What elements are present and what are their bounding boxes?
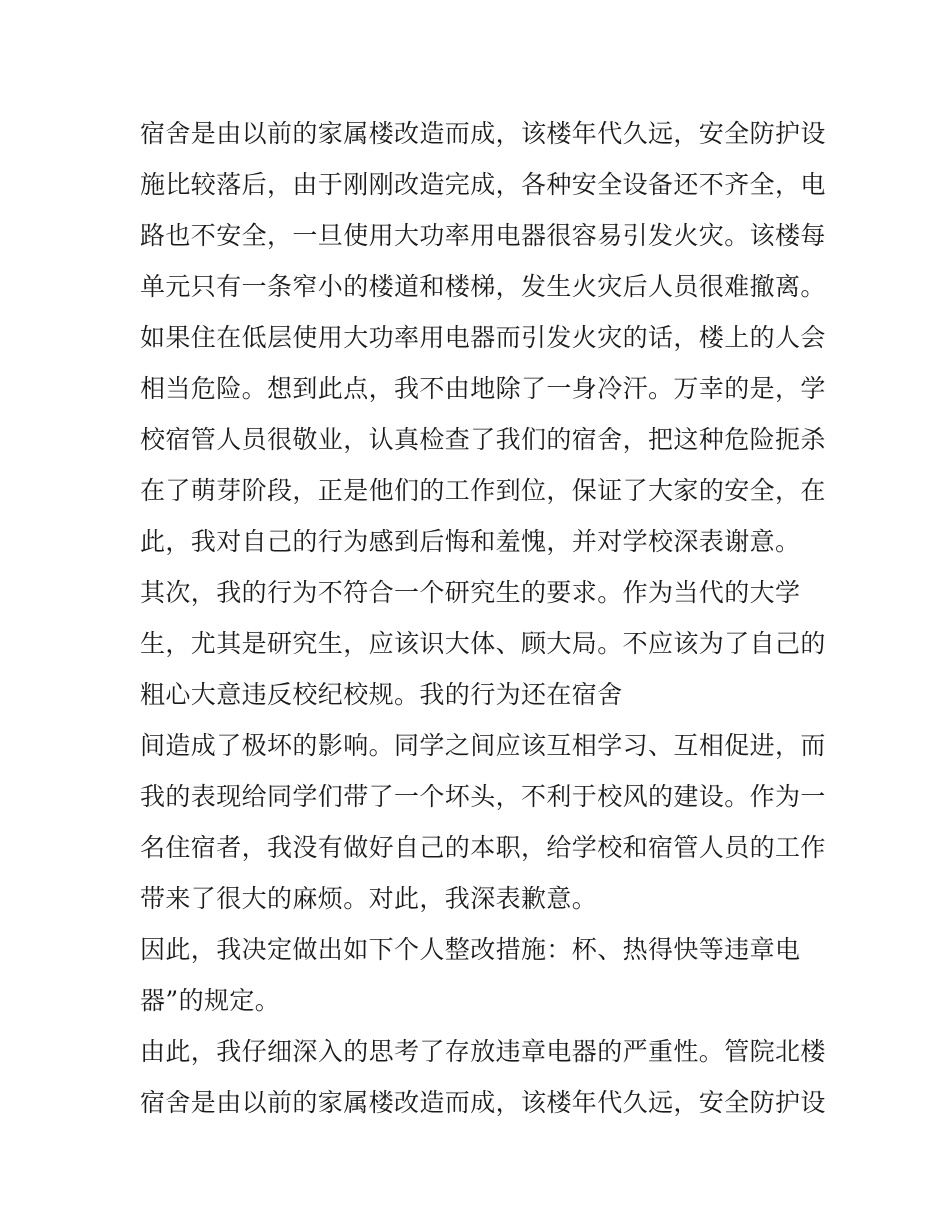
text-line: 带来了很大的麻烦。对此，我深表歉意。 [140,884,598,913]
text-line: 此，我对自己的行为感到后悔和羞愧，并对学校深表谢意。 [140,527,801,556]
text-line: 由此，我仔细深入的思考了存放违章电器的严重性。管院北楼 [140,1037,826,1066]
text-line: 其次，我的行为不符合一个研究生的要求。作为当代的大学 [140,578,801,607]
document-body [140,108,826,1128]
text-line: 如果住在低层使用大功率用电器而引发火灾的话，楼上的人会 [140,323,826,352]
text-line: 校宿管人员很敬业，认真检查了我们的宿舍，把这种危险扼杀 [140,425,826,454]
text-line: 粗心大意违反校纪校规。我的行为还在宿舍 [140,680,623,709]
text-line: 单元只有一条窄小的楼道和楼梯，发生火灾后人员很难撤离。 [140,272,826,301]
text-line: 施比较落后，由于刚刚改造完成，各种安全设备还不齐全，电 [140,170,826,199]
text-line: 相当危险。想到此点，我不由地除了一身冷汗。万幸的是，学 [140,374,826,403]
text-line: 间造成了极坏的影响。同学之间应该互相学习、互相促进，而 [140,731,826,760]
text-line: 名住宿者，我没有做好自己的本职，给学校和宿管人员的工作 [140,833,826,862]
text-line: 因此，我决定做出如下个人整改措施：杯、热得快等违章电 [140,935,801,964]
text-line: 生，尤其是研究生，应该识大体、顾大局。不应该为了自己的 [140,629,826,658]
text-line: 在了萌芽阶段，正是他们的工作到位，保证了大家的安全，在 [140,476,826,505]
text-line: 宿舍是由以前的家属楼改造而成，该楼年代久远，安全防护设 [140,1088,826,1117]
text-line: 器”的规定。 [140,986,281,1015]
text-line: 我的表现给同学们带了一个坏头，不利于校风的建设。作为一 [140,782,826,811]
text-line: 路也不安全，一旦使用大功率用电器很容易引发火灾。该楼每 [140,221,826,250]
text-line: 宿舍是由以前的家属楼改造而成，该楼年代久远，安全防护设 [140,119,826,148]
